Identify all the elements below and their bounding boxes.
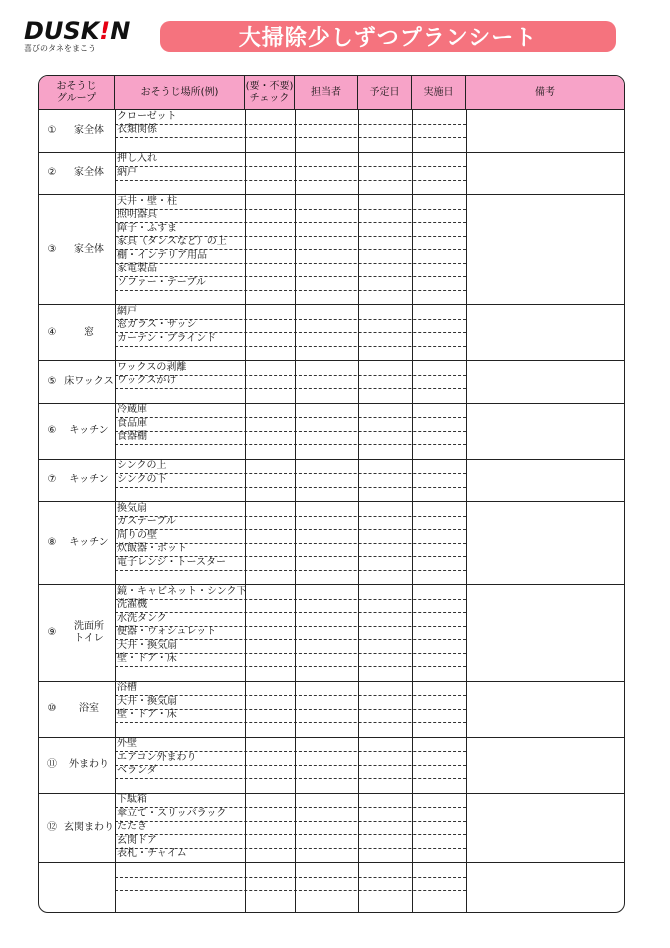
cleaning-group-3 bbox=[39, 195, 624, 305]
cleaning-group-8 bbox=[39, 502, 624, 585]
cleaning-group-6 bbox=[39, 404, 624, 460]
entry-row-line bbox=[115, 124, 466, 125]
group-name: キッチン bbox=[69, 425, 109, 436]
column-divider bbox=[466, 110, 467, 912]
group-label bbox=[39, 110, 115, 152]
cleaning-group-4 bbox=[39, 305, 624, 361]
cleaning-place-item: ワックスの剥離 bbox=[117, 361, 187, 373]
cleaning-place-item: 壁・ドア・床 bbox=[117, 709, 177, 720]
entry-row-line bbox=[115, 346, 466, 347]
group-label bbox=[39, 404, 115, 459]
column-divider bbox=[245, 110, 246, 912]
cleaning-place-item: 玄関ドア bbox=[117, 834, 157, 846]
group-label bbox=[39, 502, 115, 584]
cleaning-place-item: 換気扇 bbox=[117, 502, 147, 514]
group-name: キッチン bbox=[69, 537, 109, 548]
cleaning-place-item: 棚・インテリア用品 bbox=[117, 249, 207, 261]
column-divider bbox=[115, 110, 116, 912]
entry-row-line bbox=[115, 877, 466, 878]
header-planned: 予定日 bbox=[358, 76, 412, 110]
cleaning-place-item: 網戸 bbox=[117, 305, 137, 317]
entry-row-line bbox=[115, 166, 466, 167]
cleaning-place-item: たたき bbox=[117, 821, 147, 832]
cleaning-place-item: 表札・チャイム bbox=[117, 848, 187, 859]
cleaning-place-item: シンクの上 bbox=[117, 460, 167, 471]
cleaning-place-item: ソファー・テーブル bbox=[117, 276, 206, 288]
cleaning-place-item: 窓ガラス・サッシ bbox=[117, 319, 197, 330]
header-place: おそうじ場所(例) bbox=[115, 76, 245, 110]
entry-row-line bbox=[115, 666, 466, 667]
entry-row-line bbox=[115, 431, 466, 432]
entry-row-line bbox=[115, 290, 466, 291]
cleaning-group-2 bbox=[39, 153, 624, 196]
cleaning-place-item: カーテン・ブラインド bbox=[117, 332, 217, 344]
group-label bbox=[39, 460, 115, 502]
group-number: ⑨ bbox=[47, 626, 57, 638]
entry-row-line bbox=[115, 417, 466, 418]
cleaning-place-item: クローゼット bbox=[117, 110, 177, 122]
header-done: 実施日 bbox=[412, 76, 466, 110]
cleaning-group-13 bbox=[39, 863, 624, 911]
group-name: 洗面所 トイレ bbox=[74, 620, 104, 644]
cleaning-place-item: 家具（タンスなど）の上 bbox=[117, 236, 227, 247]
cleaning-group-5 bbox=[39, 361, 624, 404]
entry-row-line bbox=[115, 722, 466, 723]
group-number: ⑪ bbox=[47, 759, 57, 770]
cleaning-place-item: 天井・換気扇 bbox=[117, 639, 177, 651]
entry-row-line bbox=[115, 209, 466, 210]
cleaning-place-item: 衣類関係 bbox=[117, 124, 157, 135]
cleaning-place-item: 便器・ウォシュレット bbox=[117, 626, 217, 637]
entry-row-line bbox=[115, 529, 466, 530]
cleaning-place-item: ガステーブル bbox=[117, 516, 176, 527]
group-label bbox=[39, 195, 115, 304]
cleaning-place-item: 食器棚 bbox=[117, 431, 147, 442]
page-header bbox=[0, 0, 670, 68]
cleaning-place-item: 傘立て・スリッパラック bbox=[117, 807, 227, 819]
group-name: 玄関まわり bbox=[64, 821, 114, 833]
entry-row-line bbox=[115, 570, 466, 571]
cleaning-group-10 bbox=[39, 682, 624, 738]
entry-row-line bbox=[115, 821, 466, 822]
cleaning-place-item: 照明器具 bbox=[117, 209, 157, 220]
plan-sheet-table bbox=[38, 75, 625, 913]
entry-row-line bbox=[115, 137, 466, 138]
entry-row-line bbox=[115, 612, 466, 613]
cleaning-place-item: ワックスがけ bbox=[117, 375, 177, 386]
cleaning-place-item: 押し入れ bbox=[117, 153, 157, 164]
entry-row-line bbox=[115, 263, 466, 264]
cleaning-place-item: 鏡・キャビネット・シンク下 bbox=[117, 585, 247, 597]
cleaning-place-item: 外壁 bbox=[117, 738, 137, 749]
group-name: 床ワックス bbox=[64, 375, 114, 387]
column-divider bbox=[412, 110, 413, 912]
group-number: ⑩ bbox=[47, 703, 57, 714]
group-label bbox=[39, 794, 115, 863]
entry-row-line bbox=[115, 890, 466, 891]
group-label bbox=[39, 738, 115, 793]
entry-row-line bbox=[115, 180, 466, 181]
cleaning-place-item: 浴槽 bbox=[117, 682, 137, 693]
entry-row-line bbox=[115, 834, 466, 835]
cleaning-place-item: 壁・ドア・床 bbox=[117, 653, 177, 664]
entry-row-line bbox=[115, 473, 466, 474]
logo-wordmark: DUSK!N bbox=[24, 17, 131, 45]
cleaning-group-1 bbox=[39, 110, 624, 153]
cleaning-group-12 bbox=[39, 794, 624, 864]
header-check: (要・不要) チェック bbox=[245, 76, 295, 110]
cleaning-place-item: 冷蔵庫 bbox=[117, 404, 147, 415]
cleaning-place-item: 天井・壁・柱 bbox=[117, 195, 177, 207]
group-label bbox=[39, 863, 115, 911]
group-number: ③ bbox=[47, 243, 57, 255]
cleaning-place-item: 水洗タンク bbox=[117, 612, 167, 624]
group-name: 家全体 bbox=[74, 243, 104, 255]
page-title: 大掃除少しずつプランシート bbox=[160, 21, 616, 52]
entry-row-line bbox=[115, 444, 466, 445]
group-label bbox=[39, 305, 115, 360]
group-label bbox=[39, 361, 115, 403]
header-group: おそうじ グループ bbox=[39, 76, 115, 110]
header-notes: 備考 bbox=[535, 87, 555, 98]
cleaning-place-item: シンクの下 bbox=[117, 473, 167, 485]
cleaning-group-7 bbox=[39, 460, 624, 503]
group-name: 家全体 bbox=[74, 167, 104, 179]
group-number: ① bbox=[47, 124, 57, 136]
cleaning-place-item: 天井・換気扇 bbox=[117, 695, 177, 707]
group-number: ⑧ bbox=[47, 537, 57, 548]
group-label bbox=[39, 682, 115, 737]
duskin-logo bbox=[24, 18, 144, 58]
group-label bbox=[39, 585, 115, 681]
column-divider bbox=[358, 110, 359, 912]
group-name: 窓 bbox=[84, 326, 94, 338]
table-header-row bbox=[39, 76, 624, 110]
entry-row-line bbox=[115, 765, 466, 766]
column-divider bbox=[295, 110, 296, 912]
group-number: ② bbox=[47, 167, 57, 179]
header-person: 担当者 bbox=[295, 76, 358, 110]
cleaning-place-item: 障子・ふすま bbox=[117, 222, 177, 234]
cleaning-place-item: 炊飯器・ポット bbox=[117, 543, 187, 554]
group-number: ⑦ bbox=[47, 474, 57, 486]
group-name: 浴室 bbox=[79, 703, 99, 714]
entry-row-line bbox=[115, 487, 466, 488]
cleaning-place-item: 周りの壁 bbox=[117, 529, 157, 541]
cleaning-place-item: 洗濯機 bbox=[117, 599, 147, 610]
entry-row-line bbox=[115, 778, 466, 779]
cleaning-group-9 bbox=[39, 585, 624, 682]
group-name: 家全体 bbox=[74, 124, 104, 136]
cleaning-place-item: 下駄箱 bbox=[117, 794, 147, 805]
group-name: キッチン bbox=[69, 474, 109, 486]
group-number: ⑫ bbox=[47, 821, 57, 833]
cleaning-place-item: 食品庫 bbox=[117, 417, 147, 429]
cleaning-place-item: 電子レンジ・トースター bbox=[117, 556, 226, 568]
cleaning-place-item: 納戸 bbox=[117, 166, 137, 178]
cleaning-place-item: ベランダ bbox=[117, 765, 157, 776]
entry-row-line bbox=[115, 388, 466, 389]
group-number: ⑤ bbox=[47, 375, 57, 387]
logo-tagline: 喜びのタネをまこう bbox=[24, 44, 96, 53]
cleaning-place-item: エアコン外まわり bbox=[117, 751, 197, 763]
cleaning-place-item: 家電製品 bbox=[117, 263, 157, 274]
entry-row-line bbox=[115, 599, 466, 600]
group-number: ⑥ bbox=[47, 425, 57, 436]
group-label bbox=[39, 153, 115, 195]
cleaning-group-11 bbox=[39, 738, 624, 794]
group-name: 外まわり bbox=[69, 759, 109, 770]
group-number: ④ bbox=[47, 326, 57, 338]
